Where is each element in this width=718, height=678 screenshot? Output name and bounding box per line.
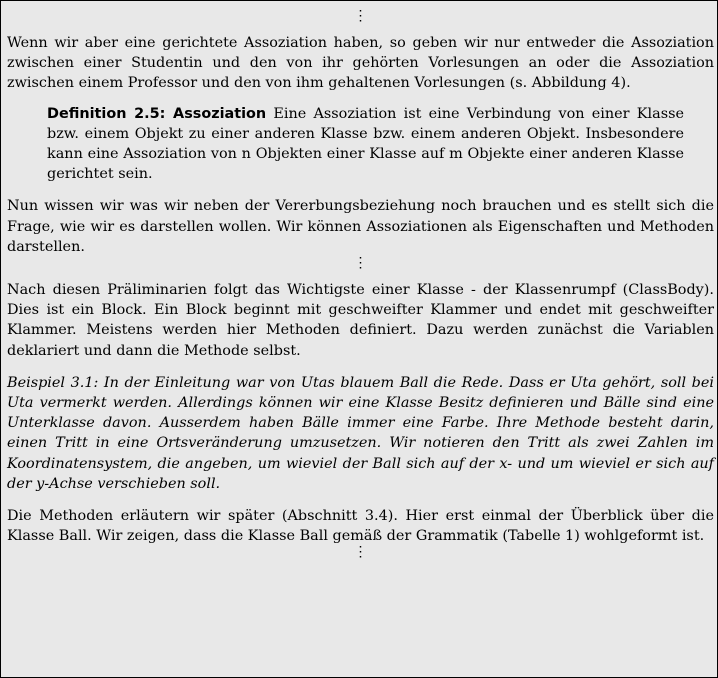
paragraph-directed-association: Wenn wir aber eine gerichtete Assoziation haben, so geben wir nur entweder die Assoziation zwischen einer Studentin und den von ihr gehörten Vorlesungen an oder die Assoziation zwischen einem Professor und den von ihm gehaltenen Vorlesungen (s. Abbildung 4). (7, 35, 714, 92)
example-block: Beispiel 3.1: In der Einleitung war von Utas blauem Ball die Rede. Dass er Uta gehört, soll bei Uta vermerkt werden. Allerdings können wir eine Klasse Besitz definieren und Bälle sind eine Unterklasse davon. Ausserdem haben Bälle immer eine Farbe. Ihre Methode besteht darin, einen Tritt in eine Ortsveränderung umzusetzen. Wir notieren den Tritt als zwei Zahlen im Koordinatensystem, die angeben, um wieviel der Ball sich auf der x- und um wieviel er sich auf der y-Achse verschieben soll. (7, 374, 714, 492)
excerpt-content (7, 10, 714, 569)
paragraph-classbody: Nach diesen Präliminarien folgt das Wichtigste einer Klasse - der Klassenrumpf (ClassBody). Dies ist ein Block. Ein Block beginnt mit geschweifter Klammer und endet mit geschweifter Klammer. Meistens werden hier Methoden definiert. Dazu werden zunächst die Variablen deklariert und dann die Methode selbst. (7, 282, 714, 359)
ellipsis-middle: ⋮ (353, 255, 368, 272)
definition-text: Eine Assoziation ist eine Verbindung von einer Klasse bzw. einem Objekt zu einer anderen Klasse bzw. einem anderen Objekt. Insbesondere kann eine Assoziation von n Objekten einer Klasse auf m Objekte einer anderen Klasse gerichtet sein. (47, 105, 684, 183)
paragraph-representation: Nun wissen wir was wir neben der Vererbungsbeziehung noch brauchen und es stellt sich die Frage, wie wir es darstellen wollen. Wir können Assoziationen als Eigenschaften und Methoden darstellen. (7, 198, 714, 255)
ellipsis-bottom: ⋮ (353, 544, 368, 561)
ellipsis-top: ⋮ (353, 8, 368, 24)
definition-block (47, 104, 684, 185)
definition-heading: Definition 2.5: Assoziation (47, 105, 267, 122)
paragraph-methods-overview: Die Methoden erläutern wir später (Abschnitt 3.4). Hier erst einmal der Überblick über die Klasse Ball. Wir zeigen, dass die Klasse Ball gemäß der Grammatik (Tabelle 1) wohlgeformt ist. (7, 508, 714, 545)
